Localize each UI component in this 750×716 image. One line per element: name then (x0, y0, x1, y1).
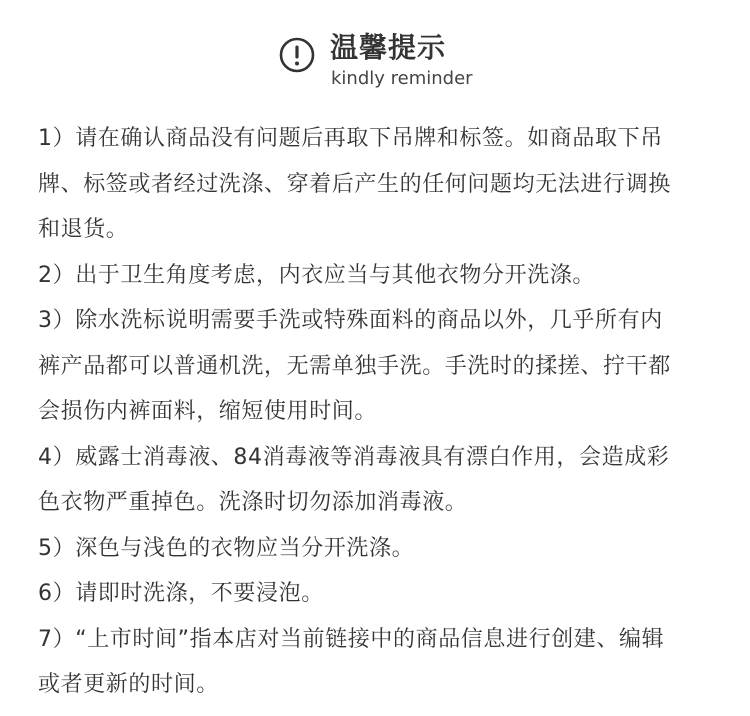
reminder-item-3: 3）除水洗标说明需要手洗或特殊面料的商品以外，几乎所有内 裤产品都可以普通机洗，无需单独手洗。手洗时的揉搓、拧干都 会损伤内裤面料，缩短使用时间。 (38, 308, 671, 424)
reminder-item-5: 5）深色与浅色的衣物应当分开洗涤。 (38, 535, 415, 561)
page-subtitle: kindly reminder (331, 68, 473, 89)
reminder-item-4: 4）威露士消毒液、84消毒液等消毒液具有漂白作用，会造成彩 色衣物严重掉色。洗涤时切勿添加消毒液。 (38, 444, 670, 515)
reminder-item-7: 7）“上市时间”指本店对当前链接中的商品信息进行创建、编辑 或者更新的时间。 (38, 626, 665, 697)
reminder-list (38, 116, 718, 708)
reminder-item-1: 1）请在确认商品没有问题后再取下吊牌和标签。如商品取下吊 牌、标签或者经过洗涤、穿着后产生的任何问题均无法进行调换 和退货。 (38, 126, 671, 242)
reminder-header (276, 26, 536, 96)
reminder-item-2: 2）出于卫生角度考虑，内衣应当与其他衣物分开洗涤。 (38, 262, 595, 288)
page-title: 温馨提示 (330, 31, 447, 64)
reminder-item-6: 6）请即时洗涤，不要浸泡。 (38, 581, 324, 606)
exclamation-circle-icon (279, 37, 315, 73)
